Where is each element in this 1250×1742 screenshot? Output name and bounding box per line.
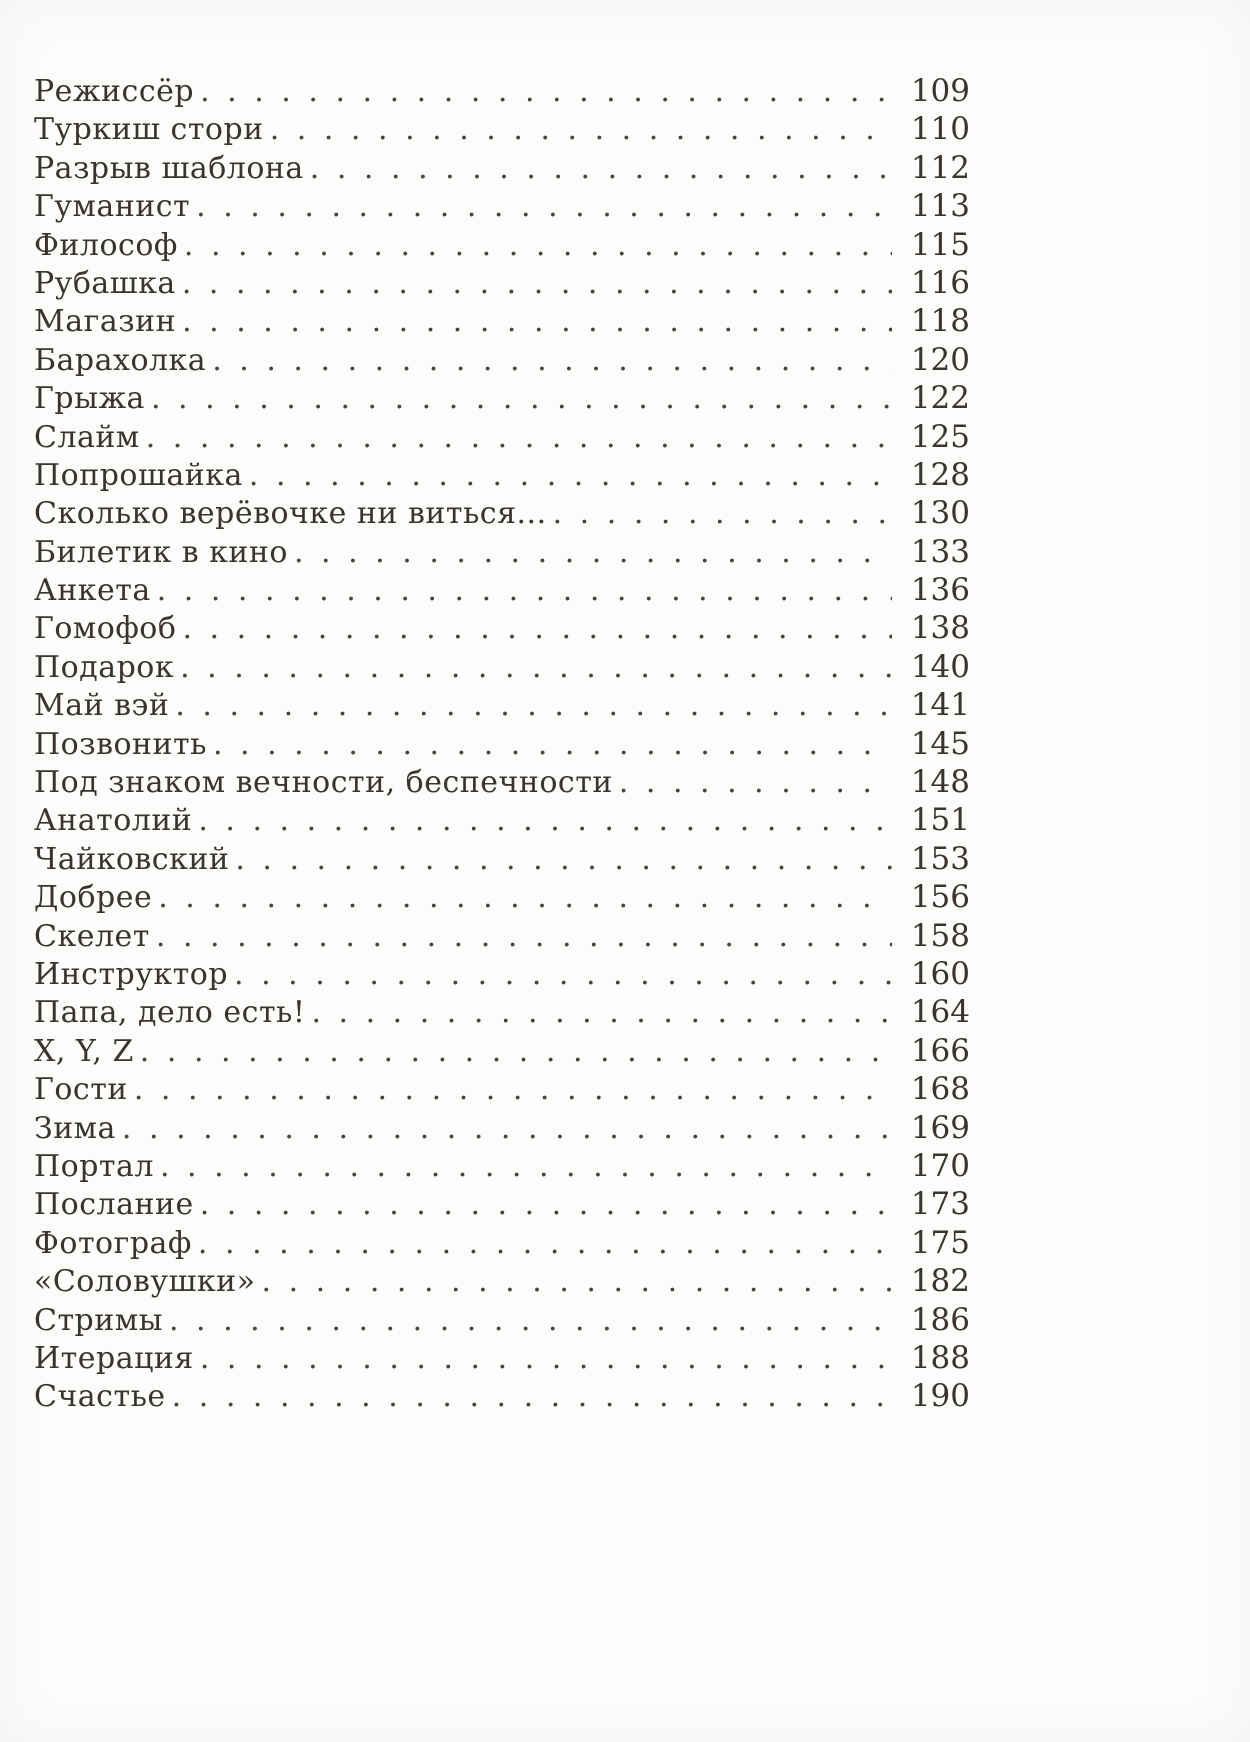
- dot-leader: [156, 918, 892, 956]
- toc-entry: [34, 571, 970, 609]
- toc-entry-page-number: 141: [910, 687, 970, 724]
- toc-entry-page-number: 190: [910, 1378, 970, 1415]
- toc-entry-title: Чайковский: [34, 841, 230, 877]
- dot-leader: [553, 495, 892, 533]
- toc-entry: [34, 533, 970, 571]
- dot-leader: [134, 1071, 892, 1109]
- toc-entry-title: Итерация: [34, 1340, 194, 1376]
- toc-entry: [34, 149, 970, 187]
- toc-entry-title: Фотограф: [34, 1225, 192, 1261]
- toc-entry: [34, 379, 970, 417]
- toc-entry-page-number: 188: [910, 1339, 970, 1376]
- toc-entry-page-number: 145: [910, 725, 970, 762]
- toc-entry: [34, 72, 970, 110]
- dot-leader: [196, 188, 892, 226]
- toc-entry-page-number: 122: [910, 380, 970, 417]
- dot-leader: [122, 1110, 892, 1148]
- toc-entry-page-number: 156: [910, 879, 970, 916]
- dot-leader: [200, 73, 892, 111]
- toc-entry-page-number: 109: [910, 73, 970, 109]
- toc-entry-title: Скелет: [34, 918, 150, 954]
- toc-entry-page-number: 148: [910, 764, 970, 801]
- dot-leader: [310, 150, 892, 188]
- toc-entry: [34, 341, 970, 379]
- toc-entry-title: Туркиш стори: [34, 112, 264, 148]
- dot-leader: [234, 956, 892, 994]
- dot-leader: [262, 1263, 892, 1301]
- toc-entry: [34, 686, 970, 724]
- toc-entry-page-number: 112: [910, 149, 970, 186]
- toc-entry-page-number: 110: [910, 111, 970, 148]
- toc-entry-title: Билетик в кино: [34, 534, 288, 570]
- toc-entry: [34, 494, 970, 532]
- toc-entry-title: Барахолка: [34, 342, 207, 378]
- dot-leader: [182, 265, 892, 303]
- toc-entry: [34, 187, 970, 225]
- toc-entry-title: Сколько верёвочке ни виться...: [34, 496, 547, 532]
- toc-entry: [34, 763, 970, 801]
- toc-entry-title: Добрее: [34, 880, 153, 916]
- dot-leader: [140, 1033, 892, 1071]
- dot-leader: [270, 111, 892, 149]
- toc-entry-page-number: 120: [910, 341, 970, 378]
- dot-leader: [184, 227, 892, 265]
- toc-entry: [34, 226, 970, 264]
- toc-entry: [34, 801, 970, 839]
- toc-entry: [34, 456, 970, 494]
- toc-entry-page-number: 175: [910, 1224, 970, 1261]
- toc-entry-title: Папа, дело есть!: [34, 995, 306, 1031]
- toc-entry-title: X, Y, Z: [34, 1033, 134, 1069]
- toc-entry: [34, 302, 970, 340]
- toc-entry: [34, 648, 970, 686]
- dot-leader: [172, 1378, 892, 1416]
- toc-entry: [34, 1147, 970, 1185]
- toc-entry-page-number: 118: [910, 303, 970, 340]
- toc-entry-page-number: 160: [910, 955, 970, 992]
- dot-leader: [158, 879, 892, 917]
- toc-entry: [34, 955, 970, 993]
- toc-entry-page-number: 116: [910, 264, 970, 301]
- toc-entry-title: Зима: [34, 1110, 116, 1146]
- toc-entry-page-number: 113: [910, 188, 970, 225]
- toc-entry-title: Инструктор: [34, 956, 229, 992]
- dot-leader: [198, 802, 892, 840]
- dot-leader: [146, 419, 892, 457]
- toc-entry-page-number: 158: [910, 917, 970, 954]
- dot-leader: [151, 380, 892, 418]
- toc-entry-page-number: 153: [910, 840, 970, 877]
- dot-leader: [200, 1186, 892, 1224]
- toc-entry-title: «Соловушки»: [34, 1264, 256, 1300]
- toc-entry: [34, 1185, 970, 1223]
- dot-leader: [619, 764, 892, 802]
- toc-entry-page-number: 138: [910, 610, 970, 647]
- toc-entry-page-number: 128: [910, 456, 970, 493]
- dot-leader: [200, 1340, 892, 1378]
- toc-entry-page-number: 182: [910, 1263, 970, 1300]
- toc-entry-title: Гомофоб: [34, 611, 177, 647]
- toc-entry-page-number: 140: [910, 648, 970, 685]
- dot-leader: [249, 457, 892, 495]
- dot-leader: [311, 994, 892, 1032]
- toc-entry-page-number: 151: [910, 802, 970, 839]
- dot-leader: [182, 303, 892, 341]
- toc-entry-page-number: 168: [910, 1071, 970, 1108]
- toc-entry-title: Май вэй: [34, 688, 170, 724]
- toc-entry-title: Под знаком вечности, беспечности: [34, 765, 613, 801]
- toc-entry-page-number: 115: [910, 226, 970, 263]
- toc-entry-title: Рубашка: [34, 265, 176, 301]
- toc-entry-page-number: 170: [910, 1147, 970, 1184]
- toc-entry: [34, 264, 970, 302]
- toc-entry-page-number: 133: [910, 533, 970, 570]
- toc-entry-title: Попрошайка: [34, 457, 243, 493]
- toc-entry: [34, 1301, 970, 1339]
- toc-entry-title: Философ: [34, 227, 178, 263]
- toc-entry: [34, 725, 970, 763]
- toc-entry: [34, 1224, 970, 1262]
- toc-entry-title: Разрыв шаблона: [34, 150, 304, 186]
- toc-entry: [34, 1032, 970, 1070]
- toc-entry: [34, 1339, 970, 1377]
- toc-entry-title: Счастье: [34, 1379, 166, 1415]
- toc-entry: [34, 1262, 970, 1300]
- toc-entry: [34, 878, 970, 916]
- toc-entry-title: Позвонить: [34, 726, 207, 762]
- toc-entry: [34, 418, 970, 456]
- toc-entry-title: Портал: [34, 1148, 154, 1184]
- dot-leader: [198, 1225, 892, 1263]
- dot-leader: [182, 610, 892, 648]
- toc-entry-page-number: 166: [910, 1032, 970, 1069]
- dot-leader: [212, 342, 892, 380]
- toc-entry-title: Анатолий: [34, 803, 193, 839]
- toc-entry-title: Подарок: [34, 649, 175, 685]
- toc-entry-page-number: 125: [910, 418, 970, 455]
- toc-entry: [34, 993, 970, 1031]
- dot-leader: [157, 572, 892, 610]
- dot-leader: [160, 1148, 892, 1186]
- toc-entry: [34, 110, 970, 148]
- toc-entry-title: Гости: [34, 1072, 128, 1108]
- toc-entry-page-number: 130: [910, 495, 970, 532]
- toc-entry-title: Слайм: [34, 419, 140, 455]
- toc-entry-page-number: 173: [910, 1186, 970, 1223]
- toc-entry-title: Послание: [34, 1187, 194, 1223]
- toc-entry-page-number: 169: [910, 1109, 970, 1146]
- toc-entry-title: Магазин: [34, 304, 177, 340]
- dot-leader: [235, 841, 892, 879]
- toc-entry: [34, 1070, 970, 1108]
- toc-entry: [34, 1109, 970, 1147]
- table-of-contents: [34, 72, 970, 1416]
- dot-leader: [175, 687, 892, 725]
- toc-entry: [34, 1377, 970, 1415]
- dot-leader: [180, 649, 892, 687]
- toc-entry-page-number: 186: [910, 1301, 970, 1338]
- toc-entry-title: Режиссёр: [34, 74, 195, 109]
- toc-entry: [34, 840, 970, 878]
- toc-entry-title: Стримы: [34, 1302, 163, 1338]
- toc-entry-page-number: 164: [910, 994, 970, 1031]
- toc-entry: [34, 609, 970, 647]
- dot-leader: [169, 1302, 892, 1340]
- toc-entry: [34, 917, 970, 955]
- toc-entry-title: Анкета: [34, 573, 151, 609]
- toc-entry-title: Грыжа: [34, 381, 145, 417]
- dot-leader: [294, 534, 892, 572]
- dot-leader: [213, 726, 892, 764]
- toc-entry-page-number: 136: [910, 572, 970, 609]
- toc-entry-title: Гуманист: [34, 189, 191, 225]
